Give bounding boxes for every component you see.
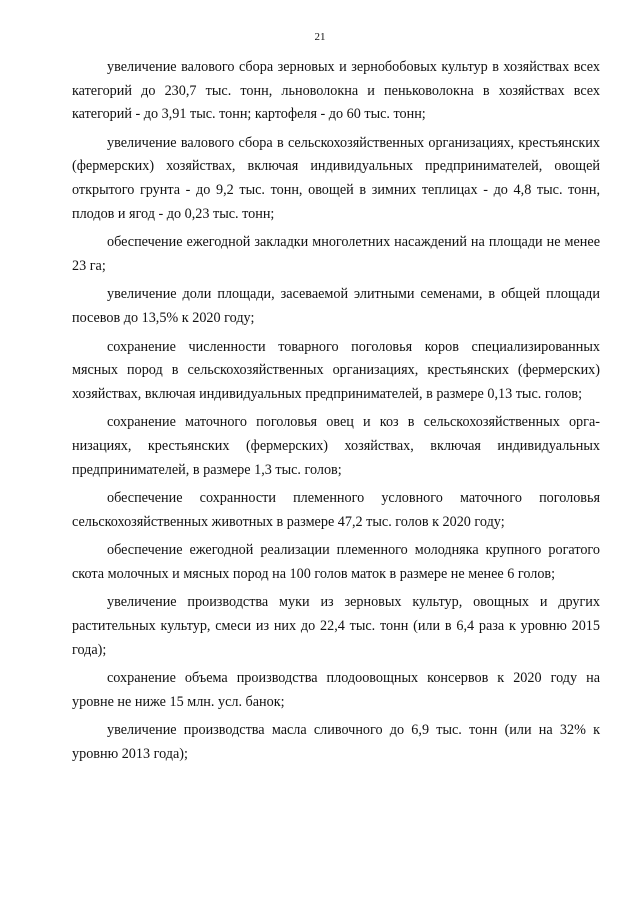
paragraph-flour-production: увеличение производства муки из зерновых культур, овощных и других растительных культур, смеси из них до 22,4 тыс. тонн (или в 6,4 раза к уровню 2015 года); [72,594,600,658]
paragraph-beef-cows: сохранение численности товарного поголовья коров специализированных мясных пород в сельскохозяйственных организациях, крестьянских (фермерских) хозяйствах, включая индивидуальных предпринимателей, в размере 0,13 тыс. голов; [72,338,600,402]
paragraph-young-cattle: обеспечение ежегодной реализации племенного молодняка крупного рогатого скота молочных и мясных пород на 100 голов маток в размере не менее 6 голов; [72,542,600,582]
page-number: 21 [314,31,326,43]
paragraph-elite-seeds: увеличение доли площади, засеваемой элитными семенами, в общей площади посевов до 13,5% к 2020 году; [72,286,600,326]
paragraph-vegetables-harvest: увеличение валового сбора в сельскохозяйственных организациях, крестьянских (фермерских) хозяйствах, включая индивидуальных предпринимателей, овощей открытого грунта - до 9,2 тыс. тонн, овощей в зимних теплицах - до 4,8 тыс. тонн, плодов и ягод - до 0,23 тыс. тонн; [72,134,600,222]
paragraph-butter-production: увеличение производства масла сливочного до 6,9 тыс. тонн (или на 32% к уровню 2013 года); [72,722,600,763]
paragraph-grain-harvest: увеличение валового сбора зерновых и зернобобовых культур в хозяйствах всех категорий до 230,7 тыс. тонн, льноволокна и пеньковолокна в хозяйствах всех категорий - до 3,91 тыс. тонн; картофеля - до 60 тыс. тонн; [72,59,600,123]
paragraph-breeding-livestock: обеспечение сохранности племенного условного маточного поголовья сельскохозяйственных животных в размере 47,2 тыс. голов к 2020 году; [72,490,600,530]
document-body [72,56,600,772]
paragraph-sheep-goats: сохранение маточного поголовья овец и коз в сельскохозяйственных организациях, крестьянских (фермерских) хозяйствах, включая индивидуальных предпринимателей, в размере 1,3 тыс. голов; [72,414,600,478]
paragraph-canned-goods: сохранение объема производства плодоовощных консервов к 2020 году на уровне не ниже 15 млн. усл. банок; [72,670,600,710]
paragraph-perennial-plantings: обеспечение ежегодной закладки многолетних насаждений на площади не менее 23 га; [72,234,600,274]
